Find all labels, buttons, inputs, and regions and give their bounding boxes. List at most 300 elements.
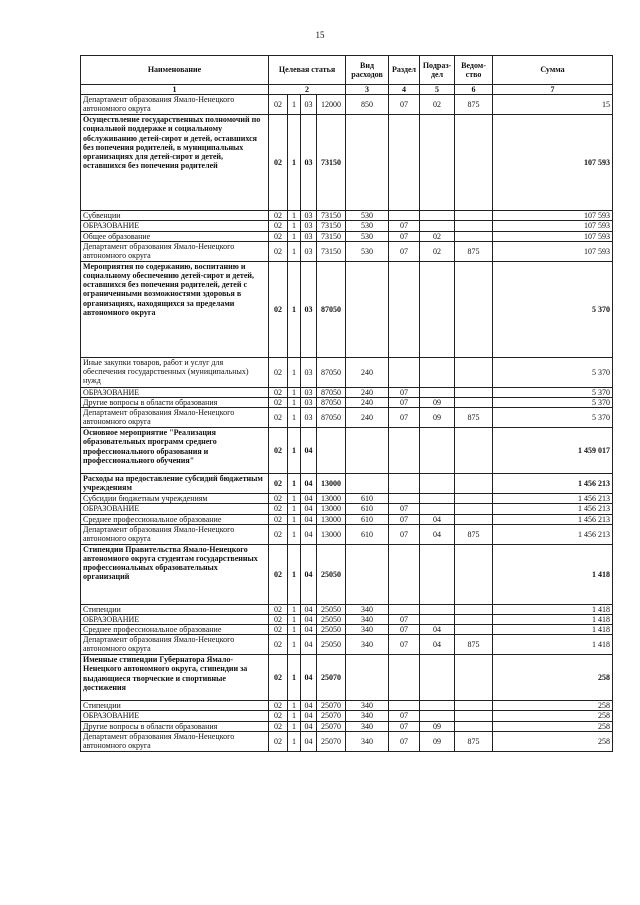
cell-name: Среднее профессиональное образование	[81, 625, 269, 635]
header-subsection: Подраз-дел	[420, 56, 455, 85]
cell-expense-type: 610	[346, 514, 389, 524]
budget-table	[80, 55, 613, 752]
cell-section: 07	[389, 721, 420, 731]
cell-program: 02	[269, 731, 288, 751]
table-row	[81, 524, 613, 544]
cell-section	[389, 604, 420, 614]
cell-direction: 25050	[317, 544, 346, 604]
cell-expense-type: 240	[346, 408, 389, 428]
header-name: Наименование	[81, 56, 269, 85]
cell-event: 04	[301, 494, 317, 504]
cell-subprogram: 1	[288, 428, 301, 474]
cell-direction: 13000	[317, 514, 346, 524]
cell-subsection: 09	[420, 397, 455, 407]
cell-name: Общее образование	[81, 231, 269, 241]
table-row	[81, 721, 613, 731]
cell-program: 02	[269, 614, 288, 624]
cell-sum: 1 456 213	[493, 474, 613, 494]
cell-program: 02	[269, 655, 288, 701]
cell-sum: 107 593	[493, 115, 613, 211]
cell-name: Стипендии	[81, 604, 269, 614]
table-row	[81, 221, 613, 231]
header-number: 6	[455, 85, 493, 95]
cell-subsection: 02	[420, 231, 455, 241]
cell-program: 02	[269, 221, 288, 231]
cell-subprogram: 1	[288, 221, 301, 231]
cell-subsection	[420, 604, 455, 614]
table-row	[81, 241, 613, 261]
cell-direction: 25070	[317, 711, 346, 721]
cell-section: 07	[389, 614, 420, 624]
cell-name: ОБРАЗОВАНИЕ	[81, 221, 269, 231]
cell-section	[389, 115, 420, 211]
cell-event: 03	[301, 357, 317, 387]
cell-subprogram: 1	[288, 604, 301, 614]
cell-direction: 25050	[317, 635, 346, 655]
cell-sum: 107 593	[493, 231, 613, 241]
cell-sum: 258	[493, 701, 613, 711]
cell-expense-type	[346, 428, 389, 474]
table-row	[81, 614, 613, 624]
cell-department	[455, 115, 493, 211]
table-row	[81, 504, 613, 514]
cell-name: Именные стипендии Губернатора Ямало-Ненецкого автономного округа, стипендии за выдающиеся творческие и спортивные достижения	[81, 655, 269, 701]
cell-expense-type: 340	[346, 701, 389, 711]
header-target: Целевая статья	[269, 56, 346, 85]
cell-direction: 13000	[317, 494, 346, 504]
cell-subprogram: 1	[288, 357, 301, 387]
cell-name: Стипендии Правительства Ямало-Ненецкого автономного округа студентам государственных профессиональных образовательных организаций	[81, 544, 269, 604]
table-row	[81, 701, 613, 711]
cell-event: 03	[301, 221, 317, 231]
cell-program: 02	[269, 604, 288, 614]
cell-expense-type: 850	[346, 95, 389, 115]
cell-department: 875	[455, 95, 493, 115]
cell-expense-type	[346, 544, 389, 604]
cell-section: 07	[389, 408, 420, 428]
cell-sum: 1 418	[493, 614, 613, 624]
cell-section: 07	[389, 711, 420, 721]
table-row	[81, 655, 613, 701]
cell-department	[455, 357, 493, 387]
cell-direction: 13000	[317, 504, 346, 514]
cell-program: 02	[269, 544, 288, 604]
header-sum: Сумма	[493, 56, 613, 85]
cell-expense-type: 530	[346, 231, 389, 241]
cell-expense-type: 610	[346, 524, 389, 544]
cell-event: 04	[301, 625, 317, 635]
cell-department	[455, 701, 493, 711]
cell-expense-type: 240	[346, 387, 389, 397]
cell-expense-type: 530	[346, 211, 389, 221]
table-body	[81, 95, 613, 752]
cell-department	[455, 221, 493, 231]
cell-subprogram: 1	[288, 655, 301, 701]
cell-subsection	[420, 428, 455, 474]
cell-name: ОБРАЗОВАНИЕ	[81, 504, 269, 514]
cell-subprogram: 1	[288, 408, 301, 428]
cell-section	[389, 494, 420, 504]
cell-event: 03	[301, 95, 317, 115]
cell-subsection: 04	[420, 625, 455, 635]
cell-name: Осуществление государственных полномочий по социальной поддержке и социальному обслуживанию детей-сирот и детей, оставшихся без попечения родителей, в муниципальных организациях для детей-сирот и детей, оставшихся без попечения родителей	[81, 115, 269, 211]
cell-subsection: 09	[420, 408, 455, 428]
cell-expense-type	[346, 655, 389, 701]
cell-section: 07	[389, 635, 420, 655]
table-row	[81, 474, 613, 494]
cell-expense-type: 340	[346, 614, 389, 624]
cell-department: 875	[455, 731, 493, 751]
cell-section	[389, 428, 420, 474]
header-number: 1	[81, 85, 269, 95]
cell-subsection	[420, 357, 455, 387]
table-row	[81, 514, 613, 524]
cell-name: Департамент образования Ямало-Ненецкого автономного округа	[81, 635, 269, 655]
cell-program: 02	[269, 231, 288, 241]
cell-direction: 12000	[317, 95, 346, 115]
header-number-row	[81, 85, 613, 95]
cell-subprogram: 1	[288, 474, 301, 494]
cell-department	[455, 387, 493, 397]
cell-subsection: 04	[420, 635, 455, 655]
cell-subsection	[420, 614, 455, 624]
cell-program: 02	[269, 408, 288, 428]
cell-subprogram: 1	[288, 387, 301, 397]
table-row	[81, 711, 613, 721]
cell-event: 04	[301, 635, 317, 655]
cell-department	[455, 504, 493, 514]
cell-subsection	[420, 474, 455, 494]
cell-department	[455, 474, 493, 494]
cell-name: Субвенции	[81, 211, 269, 221]
cell-subsection: 02	[420, 241, 455, 261]
cell-expense-type: 530	[346, 241, 389, 261]
cell-name: Департамент образования Ямало-Ненецкого автономного округа	[81, 241, 269, 261]
cell-expense-type: 240	[346, 397, 389, 407]
cell-sum: 1 418	[493, 625, 613, 635]
table-row	[81, 115, 613, 211]
cell-name: Департамент образования Ямало-Ненецкого автономного округа	[81, 524, 269, 544]
cell-department	[455, 655, 493, 701]
cell-department	[455, 721, 493, 731]
cell-event: 04	[301, 514, 317, 524]
cell-name: Департамент образования Ямало-Ненецкого автономного округа	[81, 408, 269, 428]
cell-event: 03	[301, 261, 317, 357]
cell-section	[389, 544, 420, 604]
cell-subsection	[420, 387, 455, 397]
cell-program: 02	[269, 357, 288, 387]
page-number: 15	[315, 30, 325, 40]
cell-section: 07	[389, 524, 420, 544]
cell-subprogram: 1	[288, 231, 301, 241]
cell-event: 04	[301, 504, 317, 514]
cell-program: 02	[269, 474, 288, 494]
cell-event: 03	[301, 115, 317, 211]
cell-program: 02	[269, 95, 288, 115]
cell-program: 02	[269, 261, 288, 357]
table-row	[81, 731, 613, 751]
cell-subsection	[420, 711, 455, 721]
header-expense-type: Вид расходов	[346, 56, 389, 85]
cell-sum: 5 370	[493, 397, 613, 407]
header-number: 5	[420, 85, 455, 95]
cell-name: Расходы на предоставление субсидий бюджетным учреждениям	[81, 474, 269, 494]
cell-sum: 258	[493, 655, 613, 701]
cell-subprogram: 1	[288, 544, 301, 604]
cell-program: 02	[269, 514, 288, 524]
cell-department	[455, 261, 493, 357]
cell-subsection: 09	[420, 721, 455, 731]
table-row	[81, 408, 613, 428]
cell-section: 07	[389, 514, 420, 524]
cell-section	[389, 701, 420, 711]
header-row	[81, 56, 613, 85]
cell-direction: 13000	[317, 474, 346, 494]
cell-expense-type: 340	[346, 604, 389, 614]
cell-event: 04	[301, 701, 317, 711]
cell-sum: 5 370	[493, 387, 613, 397]
table-row	[81, 544, 613, 604]
header-number: 3	[346, 85, 389, 95]
table-row	[81, 625, 613, 635]
cell-direction	[317, 428, 346, 474]
cell-section	[389, 261, 420, 357]
cell-department	[455, 397, 493, 407]
cell-department	[455, 231, 493, 241]
cell-event: 03	[301, 211, 317, 221]
cell-subprogram: 1	[288, 504, 301, 514]
cell-subsection	[420, 261, 455, 357]
cell-section: 07	[389, 241, 420, 261]
cell-department: 875	[455, 241, 493, 261]
cell-subprogram: 1	[288, 514, 301, 524]
cell-department	[455, 428, 493, 474]
table-row	[81, 387, 613, 397]
cell-direction: 87050	[317, 357, 346, 387]
cell-subprogram: 1	[288, 494, 301, 504]
cell-sum: 5 370	[493, 357, 613, 387]
cell-direction: 25050	[317, 614, 346, 624]
cell-sum: 5 370	[493, 261, 613, 357]
cell-subprogram: 1	[288, 731, 301, 751]
cell-sum: 1 456 213	[493, 494, 613, 504]
cell-sum: 1 418	[493, 544, 613, 604]
cell-subprogram: 1	[288, 241, 301, 261]
cell-subprogram: 1	[288, 711, 301, 721]
cell-name: ОБРАЗОВАНИЕ	[81, 614, 269, 624]
cell-department	[455, 544, 493, 604]
cell-program: 02	[269, 625, 288, 635]
cell-subprogram: 1	[288, 625, 301, 635]
cell-section: 07	[389, 397, 420, 407]
cell-event: 03	[301, 241, 317, 261]
cell-section: 07	[389, 504, 420, 514]
cell-name: Департамент образования Ямало-Ненецкого автономного округа	[81, 731, 269, 751]
cell-program: 02	[269, 711, 288, 721]
cell-expense-type: 610	[346, 494, 389, 504]
cell-department	[455, 211, 493, 221]
cell-event: 04	[301, 655, 317, 701]
cell-event: 03	[301, 397, 317, 407]
cell-expense-type: 530	[346, 221, 389, 231]
cell-program: 02	[269, 721, 288, 731]
cell-expense-type	[346, 115, 389, 211]
cell-direction: 73150	[317, 115, 346, 211]
cell-direction: 73150	[317, 211, 346, 221]
table-row	[81, 211, 613, 221]
cell-sum: 15	[493, 95, 613, 115]
cell-direction: 73150	[317, 231, 346, 241]
cell-name: Стипендии	[81, 701, 269, 711]
header-section: Раздел	[389, 56, 420, 85]
cell-expense-type: 340	[346, 635, 389, 655]
cell-name: Субсидии бюджетным учреждениям	[81, 494, 269, 504]
cell-program: 02	[269, 397, 288, 407]
cell-program: 02	[269, 387, 288, 397]
cell-subsection: 09	[420, 731, 455, 751]
cell-program: 02	[269, 494, 288, 504]
cell-event: 03	[301, 387, 317, 397]
cell-sum: 1 418	[493, 635, 613, 655]
cell-expense-type	[346, 261, 389, 357]
cell-program: 02	[269, 504, 288, 514]
cell-sum: 107 593	[493, 221, 613, 231]
table-row	[81, 428, 613, 474]
cell-event: 04	[301, 721, 317, 731]
cell-name: Среднее профессиональное образование	[81, 514, 269, 524]
cell-subprogram: 1	[288, 721, 301, 731]
cell-department	[455, 494, 493, 504]
cell-expense-type: 340	[346, 721, 389, 731]
cell-sum: 5 370	[493, 408, 613, 428]
cell-subsection	[420, 115, 455, 211]
cell-sum: 1 418	[493, 604, 613, 614]
cell-department	[455, 614, 493, 624]
cell-sum: 1 456 213	[493, 514, 613, 524]
cell-section	[389, 655, 420, 701]
cell-direction: 87050	[317, 408, 346, 428]
cell-subsection	[420, 221, 455, 231]
table-row	[81, 635, 613, 655]
cell-sum: 258	[493, 731, 613, 751]
cell-event: 04	[301, 544, 317, 604]
cell-section: 07	[389, 221, 420, 231]
cell-program: 02	[269, 241, 288, 261]
cell-direction: 87050	[317, 397, 346, 407]
cell-subsection	[420, 211, 455, 221]
cell-name: Другие вопросы в области образования	[81, 397, 269, 407]
cell-expense-type: 340	[346, 711, 389, 721]
cell-sum: 258	[493, 721, 613, 731]
cell-sum: 107 593	[493, 241, 613, 261]
cell-subsection	[420, 655, 455, 701]
cell-event: 04	[301, 524, 317, 544]
cell-event: 04	[301, 428, 317, 474]
cell-sum: 258	[493, 711, 613, 721]
cell-direction: 87050	[317, 387, 346, 397]
header-number: 2	[269, 85, 346, 95]
cell-direction: 13000	[317, 524, 346, 544]
cell-department: 875	[455, 524, 493, 544]
cell-event: 03	[301, 408, 317, 428]
cell-direction: 25070	[317, 655, 346, 701]
cell-subprogram: 1	[288, 211, 301, 221]
cell-event: 04	[301, 474, 317, 494]
cell-name: ОБРАЗОВАНИЕ	[81, 711, 269, 721]
cell-subprogram: 1	[288, 524, 301, 544]
cell-event: 03	[301, 231, 317, 241]
cell-sum: 107 593	[493, 211, 613, 221]
cell-subsection	[420, 544, 455, 604]
cell-subprogram: 1	[288, 701, 301, 711]
cell-subsection: 04	[420, 524, 455, 544]
cell-name: Департамент образования Ямало-Ненецкого автономного округа	[81, 95, 269, 115]
cell-name: Иные закупки товаров, работ и услуг для обеспечения государственных (муниципальных) нужд	[81, 357, 269, 387]
cell-event: 04	[301, 604, 317, 614]
header-department: Ведом-ство	[455, 56, 493, 85]
cell-subprogram: 1	[288, 614, 301, 624]
cell-program: 02	[269, 701, 288, 711]
cell-expense-type: 340	[346, 625, 389, 635]
cell-program: 02	[269, 428, 288, 474]
cell-direction: 25070	[317, 731, 346, 751]
cell-department	[455, 625, 493, 635]
table-row	[81, 494, 613, 504]
cell-section: 07	[389, 231, 420, 241]
header-number: 7	[493, 85, 613, 95]
cell-direction: 25050	[317, 604, 346, 614]
cell-sum: 1 459 017	[493, 428, 613, 474]
cell-section: 07	[389, 625, 420, 635]
cell-subprogram: 1	[288, 95, 301, 115]
cell-department	[455, 711, 493, 721]
cell-subsection: 02	[420, 95, 455, 115]
cell-subprogram: 1	[288, 635, 301, 655]
cell-subprogram: 1	[288, 261, 301, 357]
cell-event: 04	[301, 711, 317, 721]
cell-direction: 25050	[317, 625, 346, 635]
table-row	[81, 397, 613, 407]
cell-department	[455, 604, 493, 614]
cell-section: 07	[389, 387, 420, 397]
cell-direction: 25070	[317, 701, 346, 711]
cell-section	[389, 357, 420, 387]
table-row	[81, 231, 613, 241]
cell-event: 04	[301, 731, 317, 751]
cell-section	[389, 474, 420, 494]
cell-section: 07	[389, 731, 420, 751]
cell-department: 875	[455, 408, 493, 428]
cell-program: 02	[269, 524, 288, 544]
cell-expense-type	[346, 474, 389, 494]
header-number: 4	[389, 85, 420, 95]
cell-subprogram: 1	[288, 115, 301, 211]
table-row	[81, 261, 613, 357]
cell-event: 04	[301, 614, 317, 624]
cell-sum: 1 456 213	[493, 504, 613, 514]
table-row	[81, 95, 613, 115]
table-row	[81, 357, 613, 387]
cell-direction: 73150	[317, 221, 346, 231]
cell-name: Основное мероприятие "Реализация образовательных программ среднего профессионального образования и профессионального обучения"	[81, 428, 269, 474]
table-row	[81, 604, 613, 614]
cell-direction: 87050	[317, 261, 346, 357]
cell-direction: 73150	[317, 241, 346, 261]
cell-subsection	[420, 504, 455, 514]
cell-expense-type: 610	[346, 504, 389, 514]
cell-name: Мероприятия по содержанию, воспитанию и социальному обеспечению детей-сирот и детей, оставшихся без попечения родителей, детей с ограниченными возможностями здоровья в организациях, находящихся за пределами автономного округа	[81, 261, 269, 357]
cell-program: 02	[269, 115, 288, 211]
